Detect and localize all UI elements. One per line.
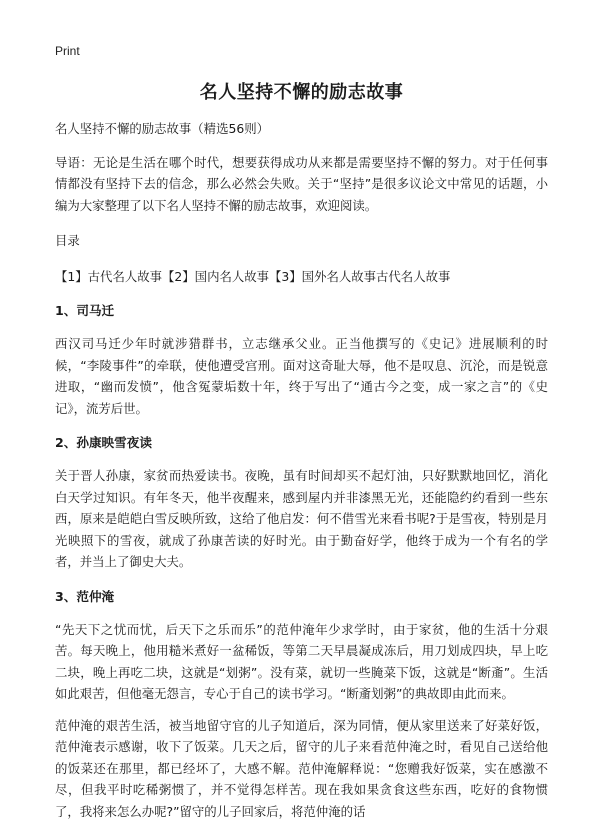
section-paragraph-sun-kang: 关于晋人孙康，家贫而热爱读书。夜晚，虽有时间却买不起灯油，只好默默地回忆，消化白天学过知识。有年冬天，他半夜醒来，感到屋内并非漆黑无光，还能隐约约看到一些东西，原来是皑皑白雪反映所致，这给了他启发：何不借雪光来看书呢?于是雪夜，特别是月光映照下的雪夜，就成了孙康苦读的好时光。由于勤奋好学，他终于成为一个有名的学者，并当上了御史大夫。	[55, 468, 548, 569]
section-paragraph-sima-qian: 西汉司马迁少年时就涉猎群书，立志继承父业。正当他撰写的《史记》进展顺利的时候，“李陵事件”的牵联，使他遭受宫刑。面对这奇耻大辱，他不是叹息、沉沦，而是锐意进取，“幽而发愤”，他含冤蒙垢数十年，终于写出了“通古今之变，成一家之言”的《史记》，流芳后世。	[55, 336, 548, 416]
toc-label: 目录	[55, 233, 80, 248]
toc-line: 【1】古代名人故事【2】国内名人故事【3】国外名人故事古代名人故事	[55, 268, 451, 284]
section-heading-sun-kang: 2、孙康映雪夜读	[55, 435, 152, 450]
print-label: Print	[55, 44, 80, 58]
section-heading-fan-zhongyan: 3、范仲淹	[55, 588, 115, 604]
section-heading-sima-qian: 1、司马迁	[55, 303, 115, 318]
intro-paragraph: 导语：无论是生活在哪个时代，想要获得成功从来都是需要坚持不懈的努力。对于任何事情都没有坚持下去的信念，那么必然会失败。关于“坚持”是很多议论文中常见的话题，小编为大家整理了以下名人坚持不懈的励志故事，欢迎阅读。	[55, 154, 548, 213]
section-paragraph-fan-zhongyan-2: 范仲淹的艰苦生活，被当地留守官的儿子知道后，深为同情，便从家里送来了好菜好饭，范仲淹表示感谢，收下了饭菜。几天之后，留守的儿子来看范仲淹之时，看见自己送给他的饭菜还在那里，都已经坏了，大感不解。范仲淹解释说：“您赠我好饭菜，实在感激不尽，但我平时吃稀粥惯了，并不觉得怎样苦。现在我如果贪食这些东西，吃好的食物惯了，我将来怎么办呢?”留守的儿子回家后，将范仲淹的话	[55, 717, 548, 819]
document-title: 名人坚持不懈的励志故事	[199, 82, 404, 103]
section-paragraph-fan-zhongyan-1: “先天下之忧而忧，后天下之乐而乐”的范仲淹年少求学时，由于家贫，他的生活十分艰苦。每天晚上，他用糙米煮好一盆稀饭，等第二天早晨凝成冻后，用刀划成四块，早上吃二块，晚上再吃二块，这就是“划粥”。没有菜，就切一些腌菜下饭，这就是“断齑”。生活如此艰苦，但他毫无怨言，专心于自己的读书学习。“断齑划粥”的典故即由此而来。	[55, 621, 548, 701]
document-subtitle: 名人坚持不懈的励志故事（精选56则）	[55, 121, 270, 136]
